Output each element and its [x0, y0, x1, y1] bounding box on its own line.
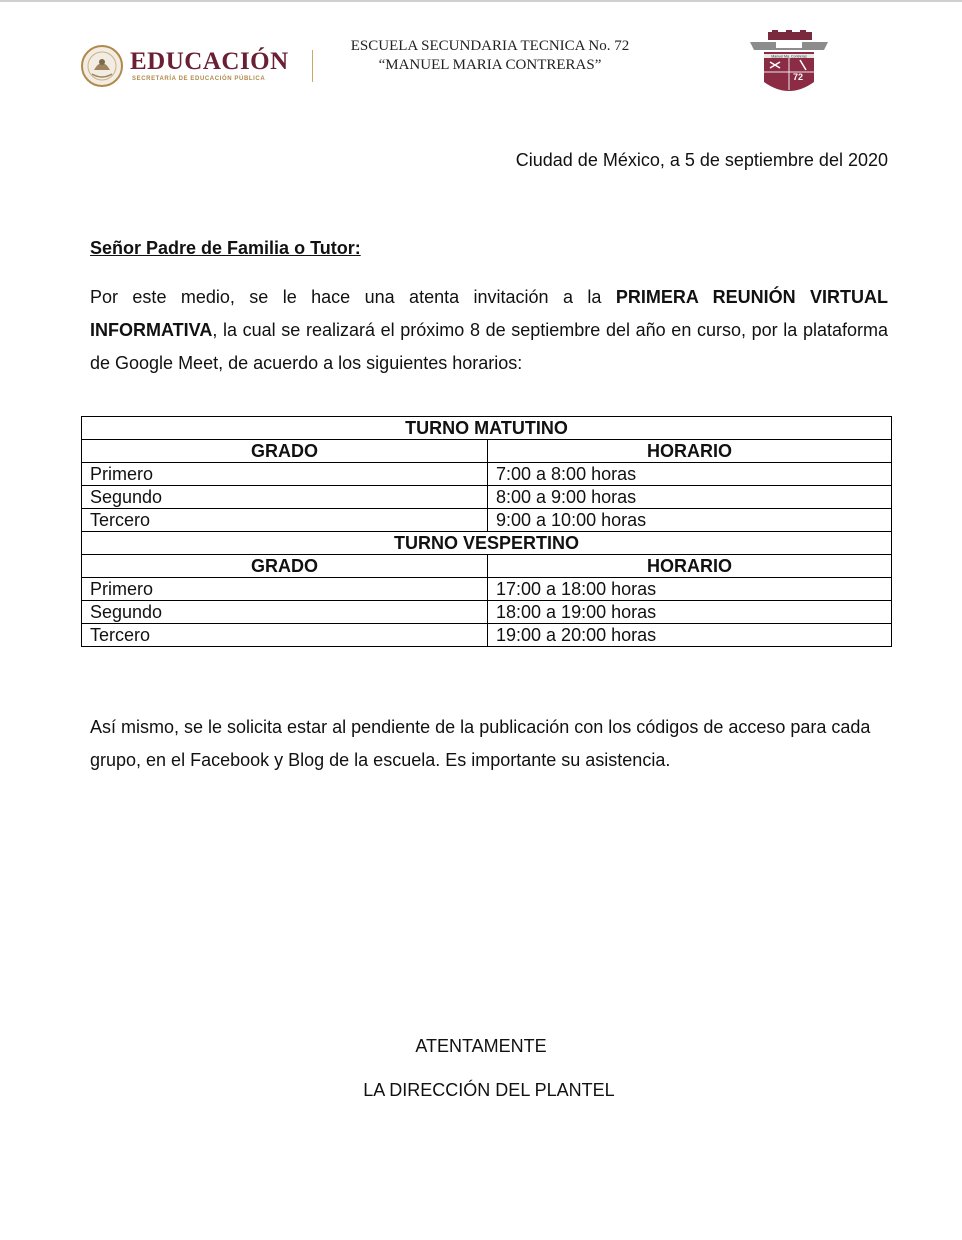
- column-header-row: [82, 555, 892, 578]
- school-name: [330, 37, 650, 75]
- signature-closing: ATENTAMENTE: [415, 1036, 547, 1056]
- table-row: [82, 578, 892, 601]
- letter-date: Ciudad de México, a 5 de septiembre del 2020: [515, 150, 888, 170]
- sep-seal-icon: [80, 44, 124, 88]
- closing-paragraph: Así mismo, se le solicita estar al pendiente de la publicación con los códigos de acceso para cada grupo, en el Facebook y Blog de la escuela. Es importante su asistencia.: [90, 717, 871, 770]
- grade-cell: Tercero: [82, 509, 488, 532]
- time-cell: 9:00 a 10:00 horas: [488, 509, 892, 532]
- time-cell: 8:00 a 9:00 horas: [488, 486, 892, 509]
- grade-cell: Primero: [82, 463, 488, 486]
- grade-cell: Segundo: [82, 601, 488, 624]
- time-cell: 19:00 a 20:00 horas: [488, 624, 892, 647]
- shift-title: TURNO MATUTINO: [82, 417, 892, 440]
- logo-wordmark: EDUCACIÓN: [130, 48, 289, 75]
- grade-cell: Tercero: [82, 624, 488, 647]
- table-row: [82, 486, 892, 509]
- meeting-name: PRIMERA REUNIÓN VIRTUAL INFORMATIVA: [90, 287, 888, 340]
- table-row: [82, 509, 892, 532]
- table-row: [82, 601, 892, 624]
- table-row: [82, 624, 892, 647]
- time-cell: 17:00 a 18:00 horas: [488, 578, 892, 601]
- column-header-grade: GRADO: [82, 555, 488, 578]
- grade-cell: Primero: [82, 578, 488, 601]
- crest-number: 72: [793, 72, 804, 82]
- column-header-row: [82, 440, 892, 463]
- header-divider: [312, 50, 313, 82]
- grade-cell: Segundo: [82, 486, 488, 509]
- school-crest-icon: [746, 30, 832, 100]
- logo-subtitle: SECRETARÍA DE EDUCACIÓN PÚBLICA: [132, 76, 266, 82]
- column-header-time: HORARIO: [488, 555, 892, 578]
- intro-paragraph: [90, 281, 888, 380]
- time-cell: 7:00 a 8:00 horas: [488, 463, 892, 486]
- intro-text-end: , la cual se realizará el próximo 8 de septiembre del año en curso, por la plataforma de Google Meet, de acuerdo a los siguientes horarios:: [90, 320, 888, 373]
- signature-sender: LA DIRECCIÓN DEL PLANTEL: [363, 1080, 615, 1100]
- time-cell: 18:00 a 19:00 horas: [488, 601, 892, 624]
- column-header-time: HORARIO: [488, 440, 892, 463]
- table-row: [82, 463, 892, 486]
- shift-title: TURNO VESPERTINO: [82, 532, 892, 555]
- shift-header-row: [82, 417, 892, 440]
- intro-text-start: Por este medio, se le hace una atenta invitación a la: [90, 287, 616, 307]
- schedule-table: [81, 416, 892, 647]
- salutation: Señor Padre de Familia o Tutor:: [90, 238, 361, 258]
- page-top-border: [0, 0, 962, 2]
- crest-caption: Manuel Ma. Contreras: [771, 54, 807, 59]
- school-name-line2: “MANUEL MARIA CONTRERAS”: [378, 57, 602, 73]
- shift-header-row: [82, 532, 892, 555]
- school-name-line1: ESCUELA SECUNDARIA TECNICA No. 72: [350, 38, 630, 54]
- column-header-grade: GRADO: [82, 440, 488, 463]
